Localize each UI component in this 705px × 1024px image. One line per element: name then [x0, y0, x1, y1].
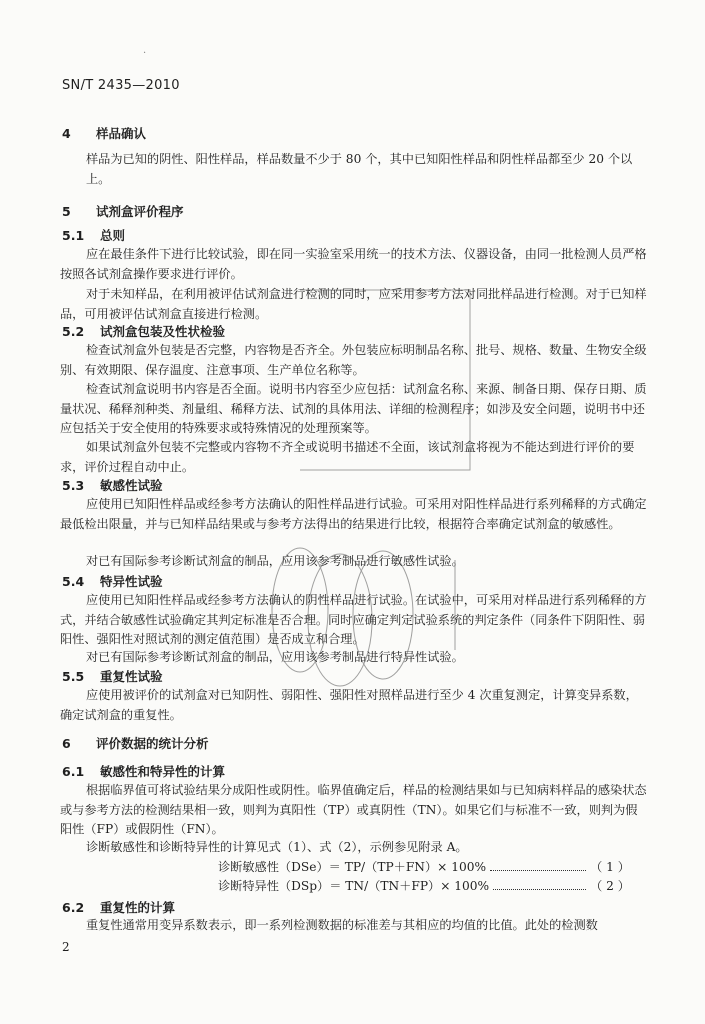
stamp-ring-left — [272, 548, 328, 672]
paragraph-5-1-a: 应在最佳条件下进行比较试验，即在同一实验室采用统一的技术方法、仪器设备，由同一批检测人员严格按照各试剂盒操作要求进行评价。 — [60, 247, 647, 281]
section-5-4-heading: 5.4 特异性试验 — [62, 574, 163, 589]
paragraph-4: 样品为已知的阴性、阳性样品，样品数量不少于 80 个，其中已知阳性样品和阴性样品都至少 20 个以上。 — [86, 152, 633, 186]
paragraph-5-2-b: 检查试剂盒说明书内容是否全面。说明书内容至少应包括：试剂盒名称、来源、制备日期、保存日期、质量状况、稀释剂种类、剂量组、稀释方法、试剂的具体用法、详细的检测程序；如涉及安全问题，说明书中还应包括关于安全使用的特殊要求或特殊情况的处理预案等。 — [60, 382, 647, 436]
paragraph-5-3-b: 对已有国际参考诊断试剂盒的制品，应用该参考制品进行敏感性试验。 — [86, 554, 464, 568]
paragraph-6-1-a: 根据临界值可将试验结果分成阳性或阴性。临界值确定后，样品的检测结果如与已知病料样品的感染状态或与参考方法的检测结果相一致，则判为真阳性（TP）或真阴性（TN）。如果它们与标准不一致，则判为假阳性（FP）或假阴性（FN）。 — [60, 783, 647, 837]
stamp-ring-right — [353, 551, 413, 679]
section-6-1-heading: 6.1 敏感性和特异性的计算 — [62, 764, 226, 779]
standard-code: SN/T 2435—2010 — [62, 78, 180, 93]
paragraph-5-2-a: 检查试剂盒外包装是否完整，内容物是否齐全。外包装应标明制品名称、批号、规格、数量、生物安全级别、有效期限、保存温度、注意事项、生产单位名称等。 — [60, 343, 647, 377]
paragraph-5-2-c: 如果试剂盒外包装不完整或内容物不齐全或说明书描述不全面，该试剂盒将视为不能达到进行评价的要求，评价过程自动中止。 — [60, 440, 635, 474]
section-5-2-heading: 5.2 试剂盒包装及性状检验 — [62, 324, 226, 339]
paragraph-5-4-b: 对已有国际参考诊断试剂盒的制品，应用该参考制品进行特异性试验。 — [86, 650, 464, 664]
section-4-heading: 4 样品确认 — [62, 126, 147, 141]
section-5-heading: 5 试剂盒评价程序 — [62, 204, 184, 219]
paragraph-5-3-a: 应使用已知阳性样品或经参考方法确认的阳性样品进行试验。可采用对阳性样品进行系列稀释的方式确定最低检出限量，并与已知样品结果或与参考方法得出的结果进行比较，根据符合率确定试剂盒的敏感性。 — [60, 497, 647, 531]
paragraph-6-2: 重复性通常用变异系数表示，即一系列检测数据的标准差与其相应的均值的比值。此处的检测数 — [86, 918, 598, 932]
section-6-heading: 6 评价数据的统计分析 — [62, 736, 209, 751]
stamp-ring-middle — [308, 554, 372, 686]
formula-1: 诊断敏感性（DSe）＝ TP/（TP＋FN）× 100% （ 1 ） — [218, 860, 630, 874]
scan-mark: · — [143, 48, 147, 59]
section-5-5-heading: 5.5 重复性试验 — [62, 669, 163, 684]
paragraph-5-1-b: 对于未知样品，在利用被评估试剂盒进行检测的同时，应采用参考方法对同批样品进行检测。对于已知样品，可用被评估试剂盒直接进行检测。 — [60, 287, 647, 321]
section-6-2-heading: 6.2 重复性的计算 — [62, 900, 176, 915]
page-number: 2 — [62, 940, 70, 954]
section-5-3-heading: 5.3 敏感性试验 — [62, 478, 163, 493]
paragraph-5-5: 应使用被评价的试剂盒对已知阴性、弱阳性、强阳性对照样品进行至少 4 次重复测定，计算变异系数，确定试剂盒的重复性。 — [60, 688, 638, 722]
paragraph-6-1-b: 诊断敏感性和诊断特异性的计算见式（1）、式（2），示例参见附录 A。 — [86, 840, 468, 854]
formula-2: 诊断特异性（DSp）＝ TN/（TN＋FP）× 100% （ 2 ） — [218, 879, 630, 893]
stamp-line-frame — [300, 290, 470, 470]
paragraph-5-4-a: 应使用已知阳性样品或经参考方法确认的阴性样品进行试验。在试验中，可采用对样品进行系列稀释的方式，并结合敏感性试验确定其判定标准是否合理。同时应确定判定试验系统的判定条件（同条件下阴阳性、弱阳性、强阳性对照试剂的测定值范围）是否成立和合理。 — [60, 593, 647, 647]
section-5-1-heading: 5.1 总则 — [62, 228, 126, 243]
